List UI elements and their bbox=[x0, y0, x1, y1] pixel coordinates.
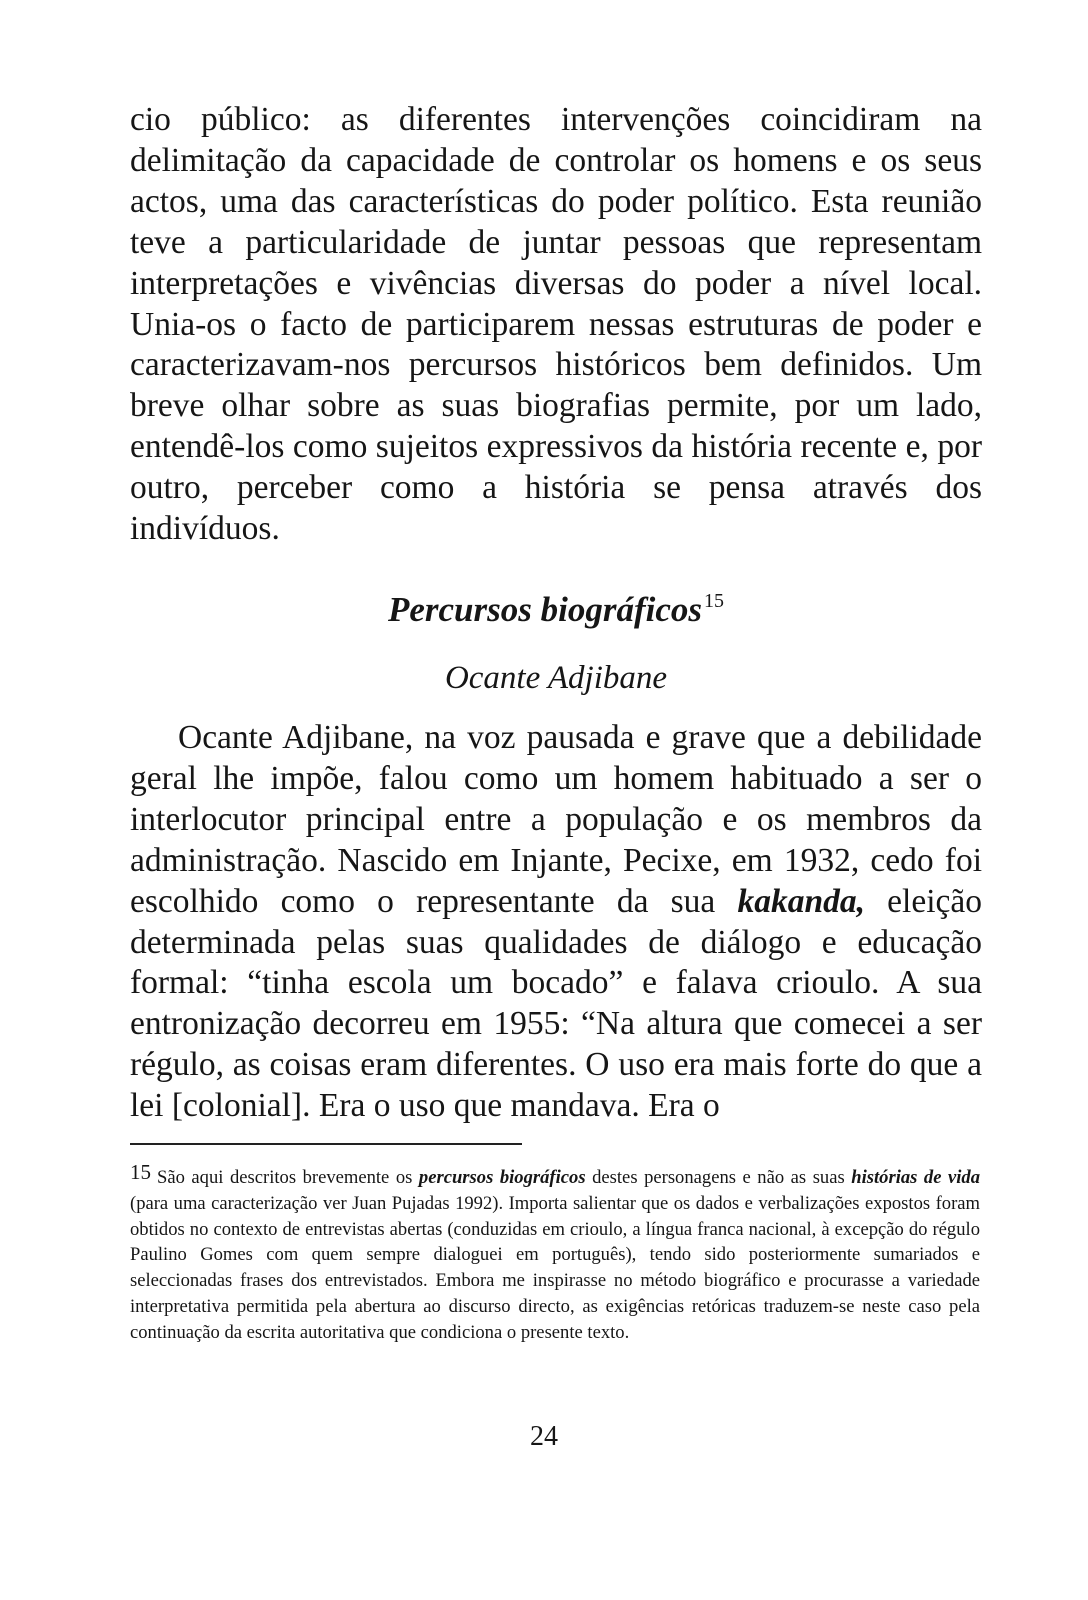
footnote-number: 15 bbox=[130, 1160, 151, 1184]
paragraph-continued bbox=[130, 100, 982, 550]
footnote-divider bbox=[130, 1143, 522, 1145]
page-number: 24 bbox=[530, 1421, 558, 1452]
footnote-segment: São aqui descritos brevemente os bbox=[157, 1167, 419, 1188]
footnote-segment: destes personagens e não as suas bbox=[585, 1167, 852, 1188]
section-title-text: Percursos biográficos bbox=[387, 590, 703, 629]
footnote bbox=[130, 1160, 980, 1346]
paragraph-text bbox=[130, 718, 982, 1127]
footnote-reference[interactable]: 15 bbox=[704, 590, 725, 612]
subsection-title: Ocante Adjibane bbox=[444, 660, 668, 696]
section-title bbox=[130, 588, 982, 632]
paragraph-segment: eleição determinada pelas suas qualidades de diálogo e educação formal: “tinha escola um bocado” e falava crioulo. A sua entronização decorreu em 1955: “Na altura que comecei a ser régulo, as coisas eram diferentes. O uso era mais forte do que a lei [colonial]. Era o uso que mandava. Era o bbox=[130, 882, 983, 1125]
footnote-segment: (para uma caracterização ver Juan Pujadas 1992). Importa salientar que os dados e verbalizações expostos foram obtidos no contexto de entrevistas abertas (conduzidas em crioulo, a língua franca nacional, à excepção do régulo Paulino Gomes com quem sempre dialoguei em português), tendo sido posteriormente sumariados e seleccionadas frases dos entrevistados. Embora me inspirasse no método biográfico e procurasse a variedade interpretativa permitida pela abertura ao discurso directo, as exigências retóricas traduzem-se neste caso pela continuação da escrita autoritativa que condiciona o presente texto. bbox=[130, 1192, 980, 1343]
footnote-term: percursos biográficos bbox=[418, 1167, 586, 1188]
paragraph-text: cio público: as diferentes intervenções coincidiram na delimitação da capacidade de controlar os homens e os seus actos, uma das características do poder político. Esta reunião teve a particularidade de juntar pessoas que representam interpretações e vivências diversas do poder a nível local. Unia-os o facto de participarem nessas estruturas de poder e caracterizavam-nos percursos históricos bem definidos. Um breve olhar sobre as suas biografias permite, por um lado, entendê-los como sujeitos expressivos da história recente e, por outro, perceber como a história se pensa através dos indivíduos. bbox=[130, 101, 982, 548]
footnote-term: histórias de vida bbox=[851, 1167, 981, 1188]
emphasized-term: kakanda, bbox=[737, 882, 865, 920]
paragraph-segment: Ocante Adjibane, na voz pausada e grave que a debilidade geral lhe impõe, falou como um homem habituado a ser o interlocutor principal entre a população e os membros da administração. Nascido em Injante, Pecixe, em 1932, cedo foi escolhido como o representante da sua bbox=[130, 719, 982, 920]
paragraph-biography bbox=[130, 718, 982, 1127]
